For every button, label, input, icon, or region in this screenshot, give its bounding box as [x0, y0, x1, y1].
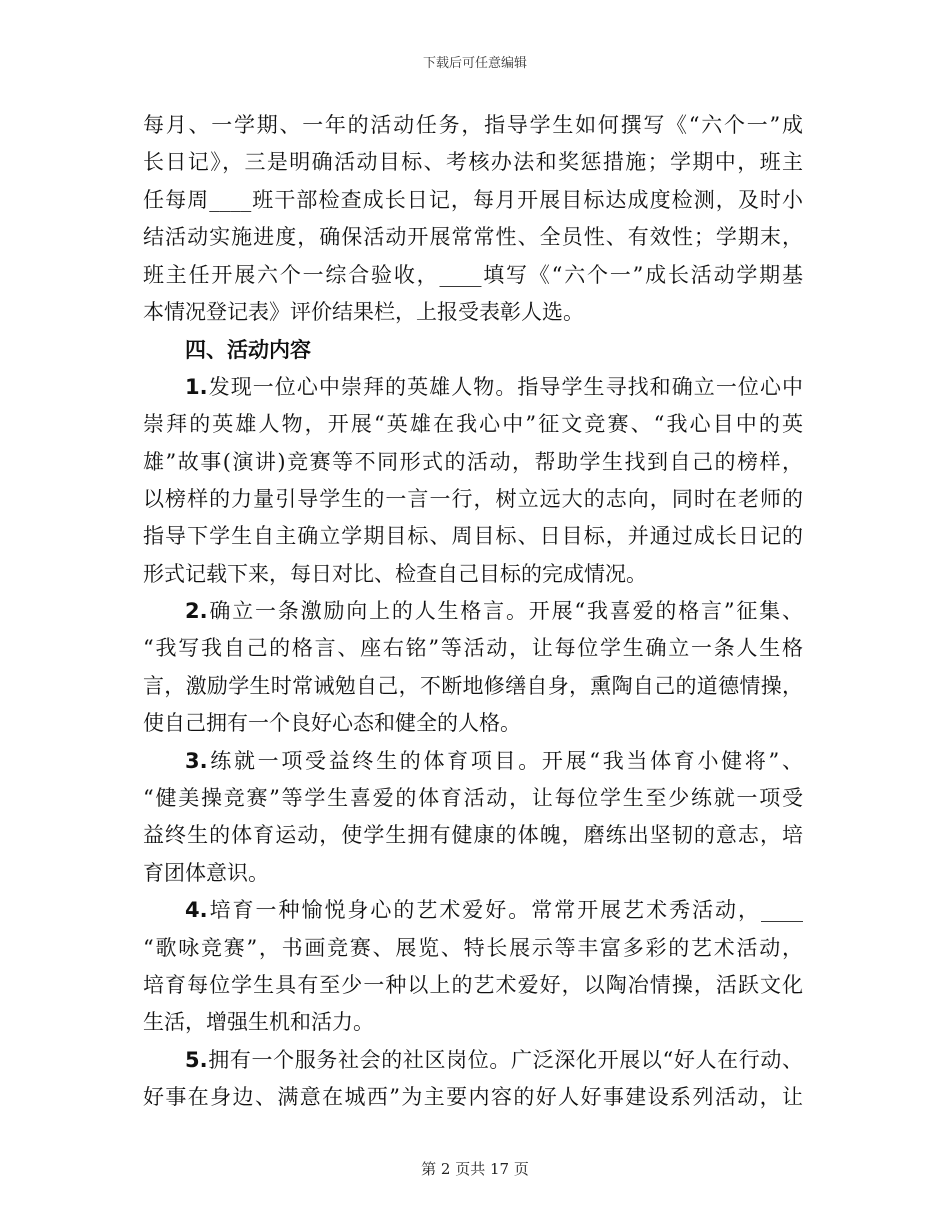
item-number: 5. [185, 1047, 208, 1072]
text-line: “健美操竞赛”等学生喜爱的体育活动，让每位学生至少练就一项受 [143, 786, 803, 811]
text-line: 生活，增强生机和活力。 [143, 1010, 374, 1035]
item-3-first-line [143, 743, 803, 780]
item-text: 发现一位心中崇拜的英雄人物。指导学生寻找和确立一位心中 [207, 374, 803, 399]
item-1-first-line [143, 369, 803, 406]
item-number: 2. [185, 599, 208, 624]
text-line: “我写我自己的格言、座右铭”等活动，让每位学生确立一条人生格 [143, 636, 803, 661]
document-body [143, 107, 803, 1117]
text-line: 雄”故事(演讲)竞赛等不同形式的活动，帮助学生找到自己的榜样， [143, 449, 803, 474]
text-line: 形式记载下来，每日对比、检查自己目标的完成情况。 [143, 561, 647, 586]
text-line: 长日记》，三是明确活动目标、考核办法和奖惩措施；学期中，班主 [143, 150, 803, 175]
text-line: 好事在身边、满意在城西”为主要内容的好人好事建设系列活动，让 [143, 1085, 803, 1110]
item-text: 培育一种愉悦身心的艺术爱好。常常开展艺术秀活动，____ [207, 898, 803, 923]
item-4-first-line [143, 892, 803, 929]
text-line: 崇拜的英雄人物，开展“英雄在我心中”征文竞赛、“我心目中的英 [143, 412, 803, 437]
item-2-first-line [143, 593, 803, 630]
item-text: 确立一条激励向上的人生格言。开展“我喜爱的格言”征集、 [207, 599, 803, 624]
text-line: 言，激励学生时常诫勉自己，不断地修缮自身，熏陶自己的道德情操， [143, 673, 803, 698]
text-line: 使自己拥有一个良好心态和健全的人格。 [143, 711, 521, 736]
text-line: 以榜样的力量引导学生的一言一行，树立远大的志向，同时在老师的 [143, 486, 803, 511]
text-line: 每月、一学期、一年的活动任务，指导学生如何撰写《“六个一”成 [143, 113, 803, 137]
text-line: 育团体意识。 [143, 860, 269, 885]
text-line: “歌咏竞赛”，书画竞赛、展览、特长展示等丰富多彩的艺术活动， [143, 935, 803, 960]
item-number: 1. [185, 374, 208, 399]
text-line: 培育每位学生具有至少一种以上的艺术爱好，以陶冶情操，活跃文化 [143, 972, 803, 997]
text-line: 本情况登记表》评价结果栏，上报受表彰人选。 [143, 299, 584, 324]
text-line: 任每周____班干部检查成长日记，每月开展目标达成度检测，及时小 [143, 187, 803, 212]
page-header: 下载后可任意编辑 [422, 56, 527, 71]
text-line: 指导下学生自主确立学期目标、周目标、日目标，并通过成长日记的 [143, 524, 803, 549]
item-text: 练就一项受益终生的体育项目。开展“我当体育小健将”、 [207, 748, 803, 773]
section-heading: 四、活动内容 [185, 337, 311, 363]
text-line: 班主任开展六个一综合验收，____填写《“六个一”成长活动学期基 [143, 262, 803, 287]
item-number: 4. [185, 898, 208, 923]
item-text: 拥有一个服务社会的社区岗位。广泛深化开展以“好人在行动、 [207, 1047, 803, 1072]
item-5-first-line [143, 1042, 803, 1079]
text-line: 益终生的体育运动，使学生拥有健康的体魄，磨练出坚韧的意志，培 [143, 823, 803, 848]
item-number: 3. [185, 748, 208, 773]
text-line: 结活动实施进度，确保活动开展常常性、全员性、有效性；学期末， [143, 225, 803, 250]
page-footer: 第 2 页共 17 页 [421, 1160, 529, 1178]
